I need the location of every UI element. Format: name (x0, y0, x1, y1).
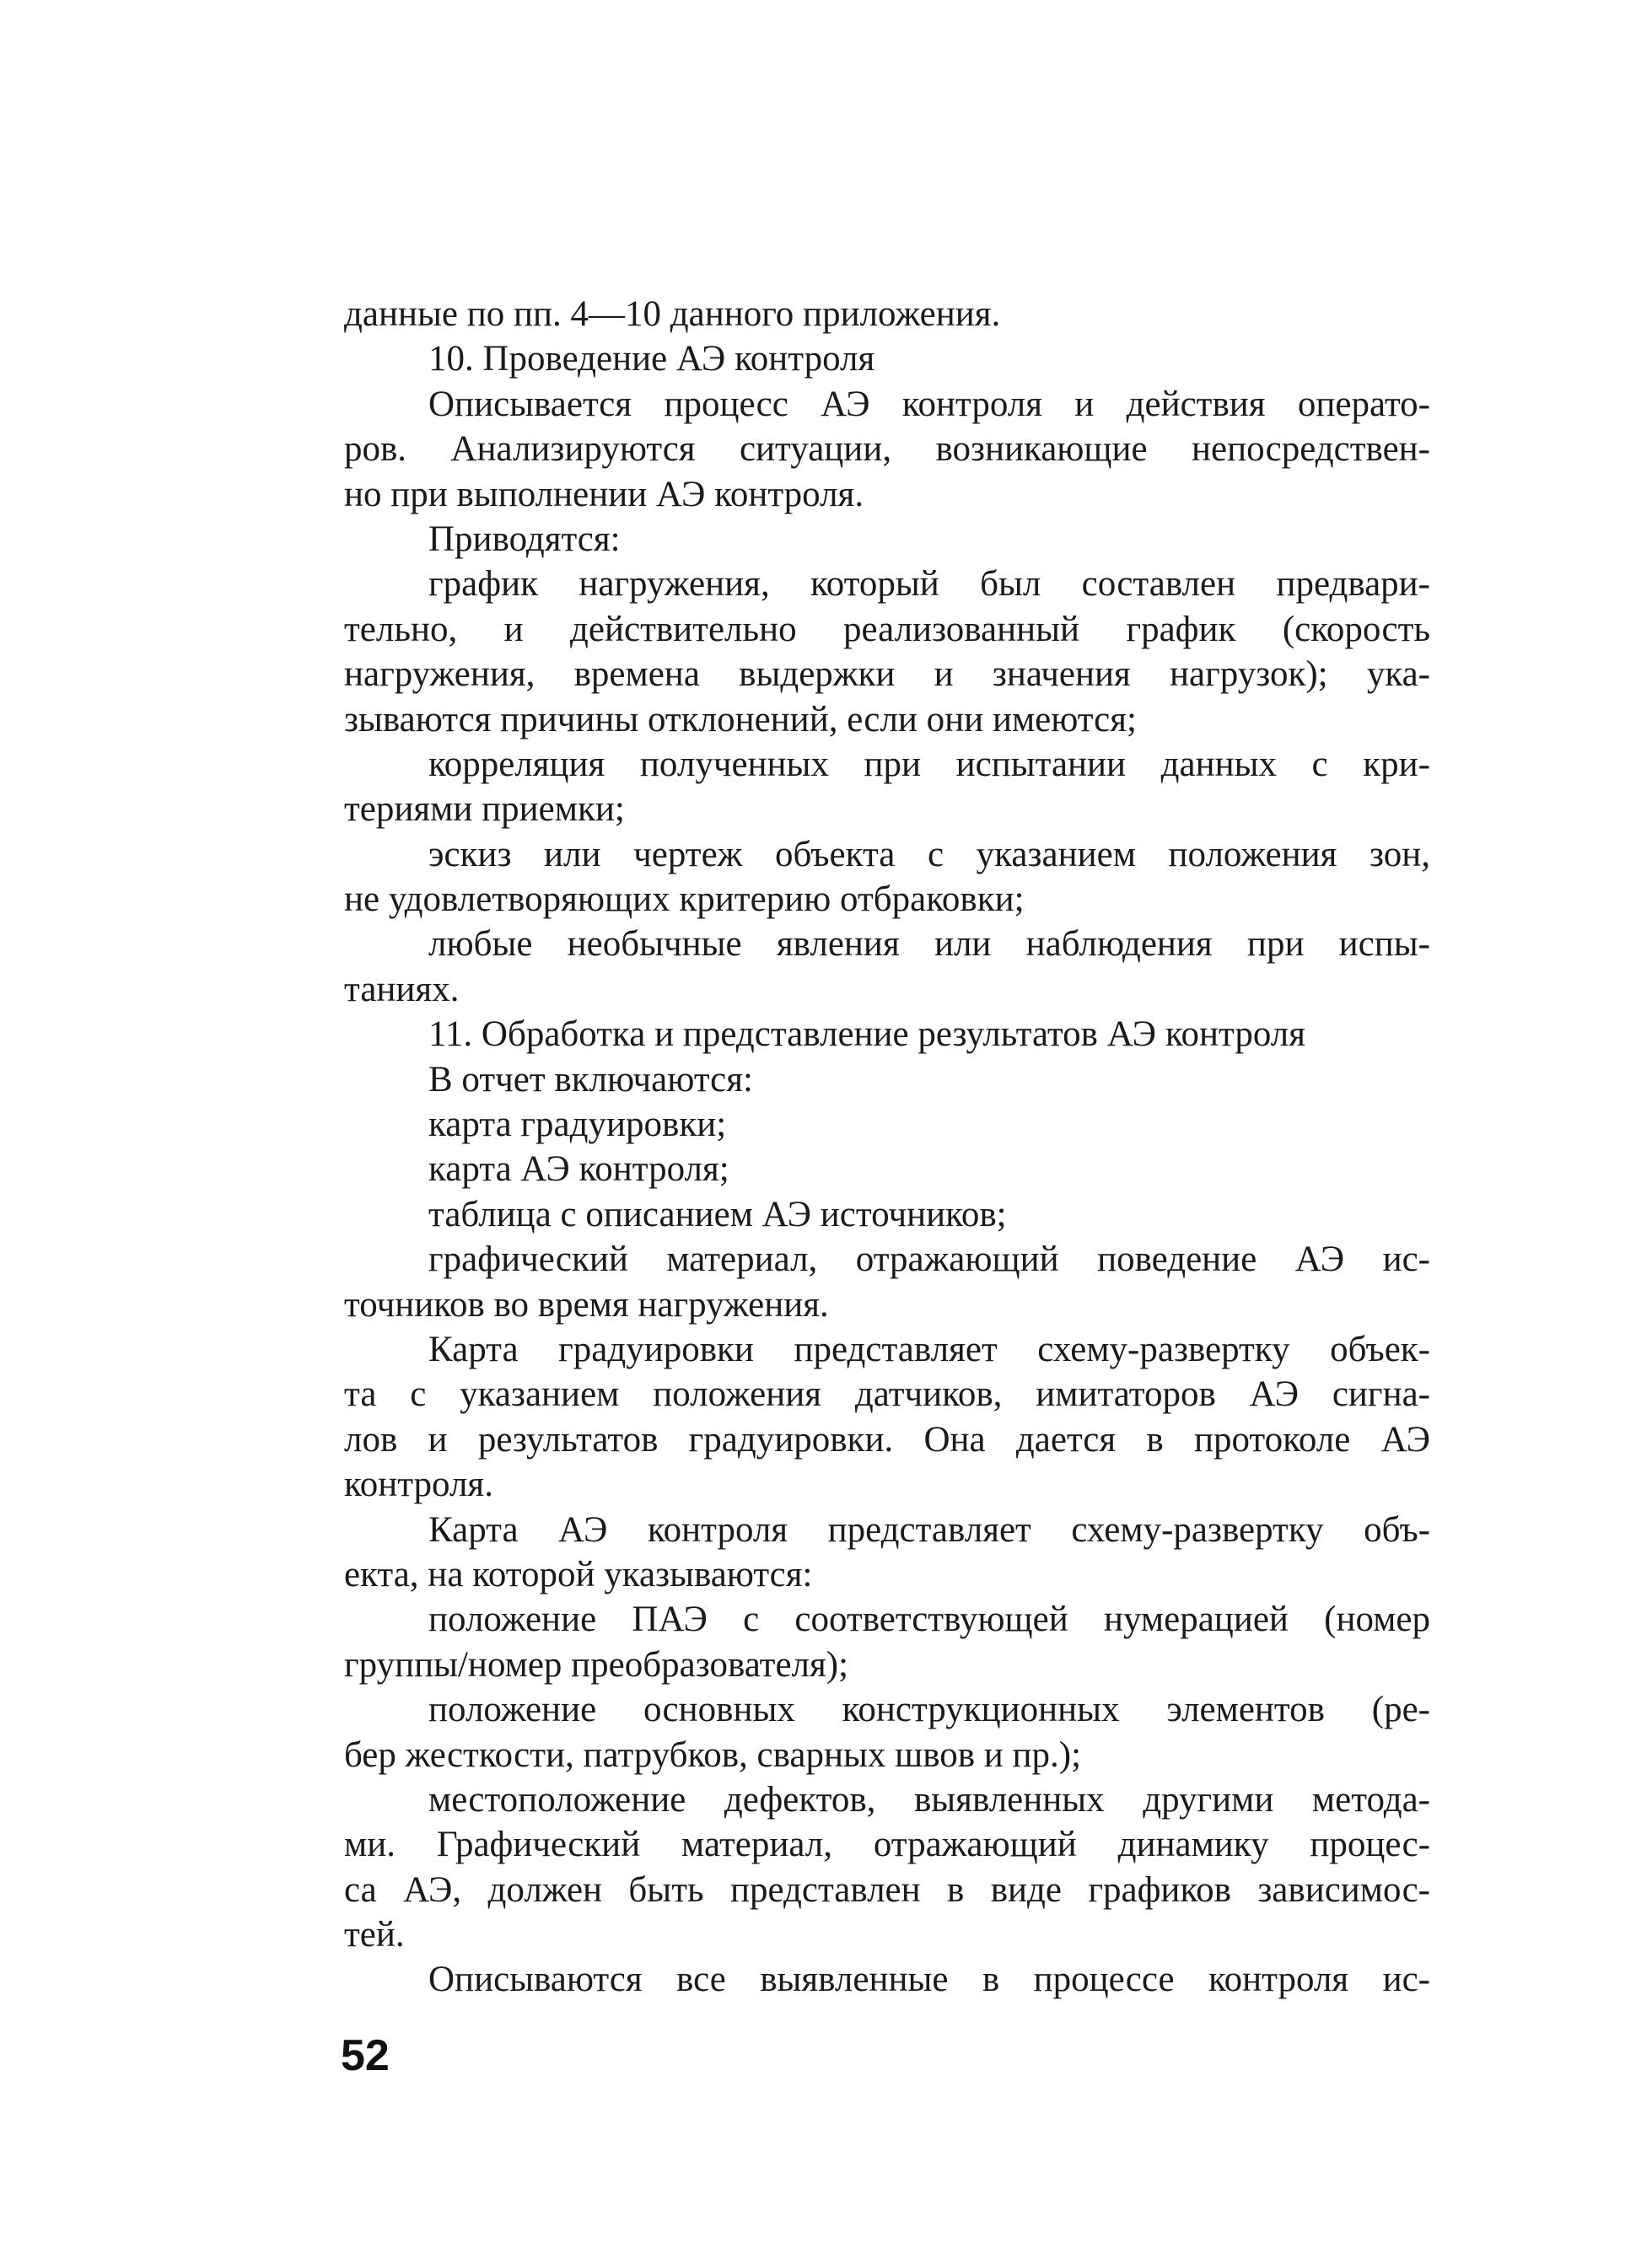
text-line: контроля. (344, 1465, 493, 1505)
text-line: карта градуировки; (428, 1105, 727, 1145)
page-body (344, 292, 1430, 2003)
text-line: бер жесткости, патрубков, сварных швов и пр.); (344, 1734, 1082, 1775)
text-line: Карта АЭ контроля представляет схему-развертку объ- (428, 1509, 1430, 1550)
text-line: териями приемки; (344, 789, 625, 830)
text-line: са АЭ, должен быть представлен в виде графиков зависимос- (344, 1869, 1430, 1910)
text-line: Приводятся: (428, 519, 621, 559)
text-line: группы/номер преобразователя); (344, 1644, 849, 1685)
text-line: данные по пп. 4—10 данного приложения. (344, 294, 1001, 334)
text-line: положение ПАЭ с соответствующей нумерацией (номер (428, 1600, 1430, 1640)
text-line: но при выполнении АЭ контроля. (344, 474, 864, 514)
text-line: 11. Обработка и представление результатов АЭ контроля (428, 1014, 1306, 1055)
text-line: екта, на которой указываются: (344, 1554, 813, 1594)
text-line: таблица с описанием АЭ источников; (428, 1194, 1007, 1234)
text-line: корреляция полученных при испытании данных с кри- (428, 744, 1430, 784)
text-line: карта АЭ контроля; (428, 1149, 729, 1190)
text-line: нагружения, времена выдержки и значения нагрузок); ука- (344, 654, 1430, 695)
page-number: 52 (341, 2031, 390, 2080)
text-line: таниях. (344, 969, 460, 1009)
text-line: лов и результатов градуировки. Она дается в протоколе АЭ (344, 1419, 1430, 1460)
text-line: любые необычные явления или наблюдения при испы- (428, 924, 1430, 965)
text-line: зываются причины отклонений, если они имеются; (344, 699, 1137, 739)
text-line: та с указанием положения датчиков, имитаторов АЭ сигна- (344, 1374, 1430, 1415)
text-line: В отчет включаются: (428, 1059, 753, 1100)
text-line: ров. Анализируются ситуации, возникающие непосредствен- (344, 429, 1430, 470)
text-line: местоположение дефектов, выявленных другими метода- (428, 1779, 1430, 1820)
text-line: эскиз или чертеж объекта с указанием положения зон, (428, 834, 1430, 874)
text-line: графический материал, отражающий поведение АЭ ис- (428, 1239, 1430, 1280)
text-line: не удовлетворяющих критерию отбраковки; (344, 879, 1025, 920)
text-line: положение основных конструкционных элементов (ре- (428, 1690, 1430, 1730)
text-line: ми. Графический материал, отражающий динамику процес- (344, 1825, 1430, 1865)
text-line: Описывается процесс АЭ контроля и действия операто- (428, 384, 1430, 424)
text-line: график нагружения, который был составлен предвари- (428, 564, 1430, 605)
text-line: тельно, и действительно реализованный график (скорость (344, 609, 1430, 649)
text-line: точников во время нагружения. (344, 1284, 829, 1325)
text-line: Карта градуировки представляет схему-развертку объек- (428, 1329, 1430, 1369)
text-line: 10. Проведение АЭ контроля (428, 339, 875, 379)
text-line: тей. (344, 1915, 405, 1955)
text-line: Описываются все выявленные в процессе контроля ис- (428, 1960, 1430, 2000)
